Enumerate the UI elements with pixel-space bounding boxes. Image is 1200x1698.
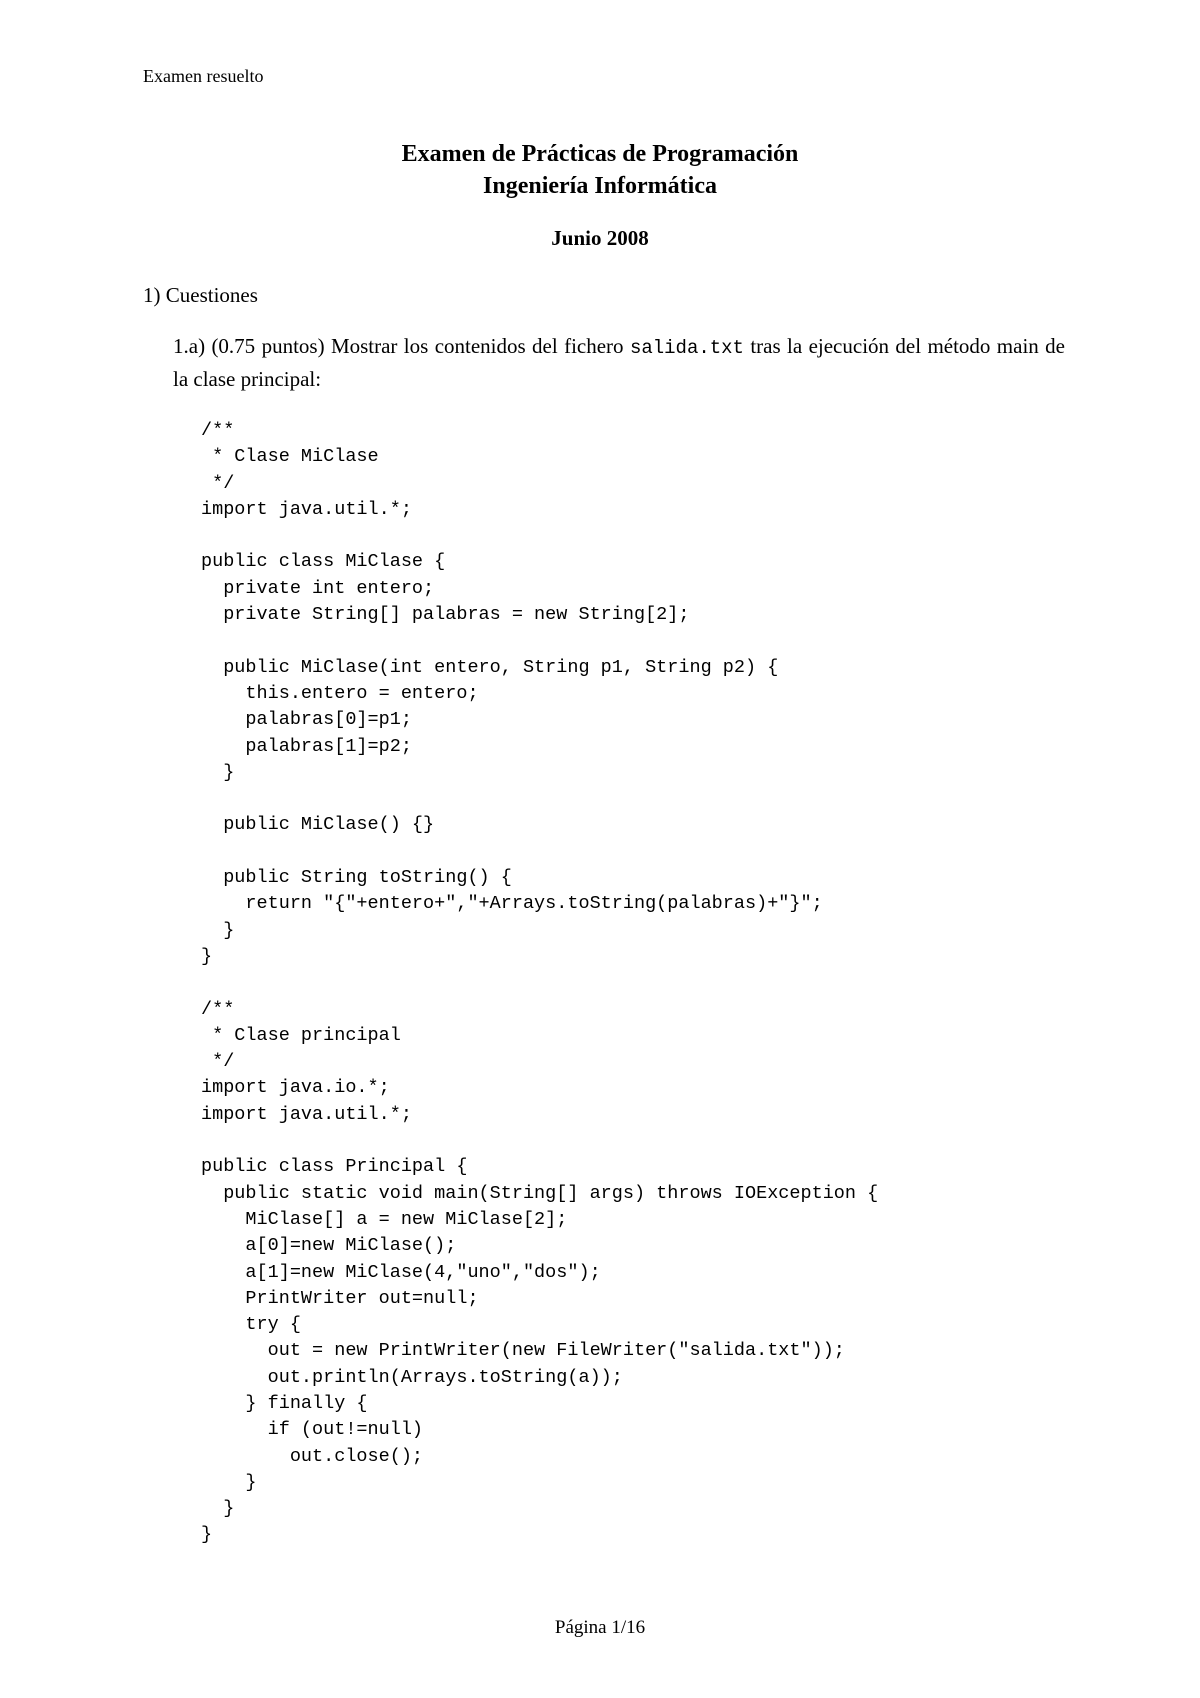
question-1a: [173, 331, 1065, 395]
code-line: [201, 786, 878, 812]
question-text-after: tras la ejecución del método main de la clase principal:: [173, 334, 1065, 391]
code-line: [201, 1128, 878, 1154]
code-line: out = new PrintWriter(new FileWriter("salida.txt"));: [201, 1340, 845, 1362]
code-line: }: [201, 1524, 213, 1546]
code-line: public String toString() {: [201, 867, 512, 889]
code-line: public static void main(String[] args) throws IOException {: [201, 1182, 879, 1204]
code-line: if (out!=null): [201, 1419, 424, 1441]
code-line: private int entero;: [201, 577, 435, 599]
question-text-before: 1.a) (0.75 puntos) Mostrar los contenidos del fichero: [173, 334, 630, 358]
code-line: public class MiClase {: [201, 551, 446, 573]
code-line: [201, 523, 878, 549]
code-line: out.println(Arrays.toString(a));: [201, 1366, 623, 1388]
code-line: private String[] palabras = new String[2];: [201, 604, 690, 626]
title-line-2: Ingeniería Informática: [483, 173, 717, 199]
code-line: */: [201, 472, 235, 494]
code-line: [201, 628, 878, 654]
section-heading: 1) Cuestiones: [143, 283, 258, 307]
code-line: [201, 839, 878, 865]
code-line: import java.util.*;: [201, 1103, 412, 1125]
code-line: public class Principal {: [201, 1156, 468, 1178]
code-line: }: [201, 1471, 257, 1493]
code-line: a[0]=new MiClase();: [201, 1235, 457, 1257]
code-line: this.entero = entero;: [201, 682, 479, 704]
code-line: palabras[1]=p2;: [201, 735, 412, 757]
document-title: [0, 138, 1200, 202]
code-line: }: [201, 761, 235, 783]
code-line: a[1]=new MiClase(4,"uno","dos");: [201, 1261, 601, 1283]
code-line: */: [201, 1051, 235, 1073]
title-line-1: Examen de Prácticas de Programación: [401, 141, 799, 167]
code-line: try {: [201, 1314, 301, 1336]
code-listing: [201, 418, 878, 1549]
code-line: MiClase[] a = new MiClase[2];: [201, 1208, 568, 1230]
code-line: PrintWriter out=null;: [201, 1287, 479, 1309]
code-line: [201, 970, 878, 996]
code-line: palabras[0]=p1;: [201, 709, 412, 731]
code-line: return "{"+entero+","+Arrays.toString(palabras)+"}";: [201, 893, 823, 915]
code-line: import java.util.*;: [201, 498, 412, 520]
code-line: import java.io.*;: [201, 1077, 390, 1099]
code-line: } finally {: [201, 1392, 368, 1414]
code-line: out.close();: [201, 1445, 424, 1467]
code-line: /**: [201, 420, 235, 441]
code-line: public MiClase(int entero, String p1, String p2) {: [201, 656, 779, 678]
exam-date: Junio 2008: [551, 226, 649, 250]
code-line: }: [201, 919, 235, 941]
code-line: }: [201, 945, 213, 967]
running-header: Examen resuelto: [143, 66, 264, 86]
question-filename: salida.txt: [629, 337, 744, 359]
code-line: public MiClase() {}: [201, 814, 435, 836]
code-line: * Clase principal: [201, 1024, 401, 1046]
code-line: /**: [201, 998, 235, 1020]
code-line: }: [201, 1498, 235, 1520]
page-number: Página 1/16: [554, 1617, 646, 1638]
code-line: * Clase MiClase: [201, 446, 379, 468]
